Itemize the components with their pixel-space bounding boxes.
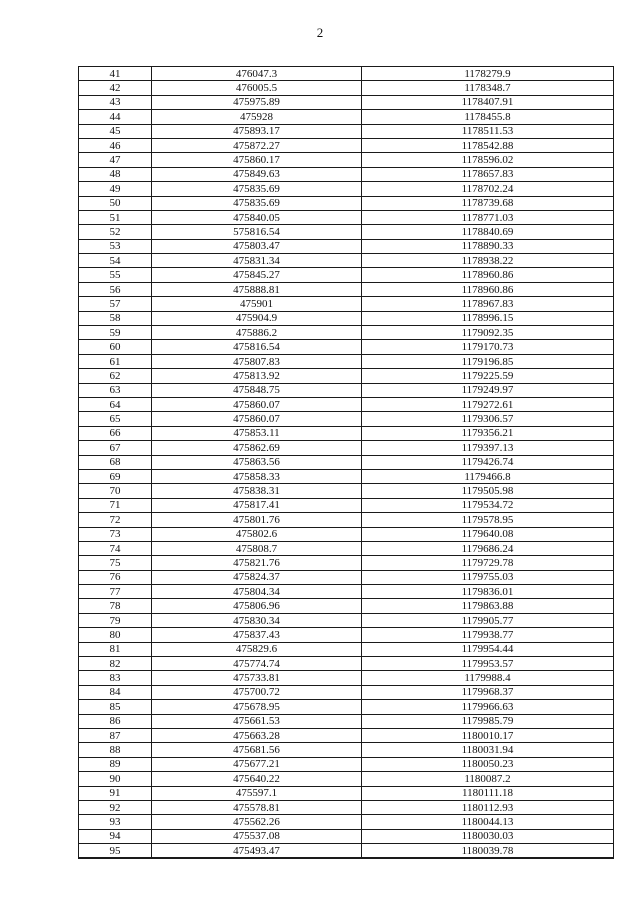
x-coordinate-cell: 475840.05 bbox=[152, 210, 362, 224]
point-number-cell: 92 bbox=[79, 800, 152, 814]
point-number-cell: 89 bbox=[79, 757, 152, 771]
x-coordinate-cell: 475838.31 bbox=[152, 484, 362, 498]
point-number-cell: 75 bbox=[79, 556, 152, 570]
x-coordinate-cell: 475804.34 bbox=[152, 585, 362, 599]
point-number-cell: 51 bbox=[79, 210, 152, 224]
y-coordinate-cell: 1180010.17 bbox=[362, 728, 614, 742]
table-row bbox=[79, 484, 614, 498]
y-coordinate-cell: 1180031.94 bbox=[362, 743, 614, 757]
y-coordinate-cell: 1180050.23 bbox=[362, 757, 614, 771]
x-coordinate-cell: 575816.54 bbox=[152, 225, 362, 239]
x-coordinate-cell: 475860.17 bbox=[152, 153, 362, 167]
table-row bbox=[79, 700, 614, 714]
point-number-cell: 41 bbox=[79, 67, 152, 81]
table-row bbox=[79, 153, 614, 167]
table-row bbox=[79, 282, 614, 296]
x-coordinate-cell: 475886.2 bbox=[152, 326, 362, 340]
y-coordinate-cell: 1178596.02 bbox=[362, 153, 614, 167]
table-row bbox=[79, 513, 614, 527]
point-number-cell: 91 bbox=[79, 786, 152, 800]
x-coordinate-cell: 475774.74 bbox=[152, 657, 362, 671]
x-coordinate-cell: 475848.75 bbox=[152, 383, 362, 397]
table-row bbox=[79, 585, 614, 599]
x-coordinate-cell: 476047.3 bbox=[152, 67, 362, 81]
x-coordinate-cell: 475801.76 bbox=[152, 513, 362, 527]
table-row bbox=[79, 297, 614, 311]
y-coordinate-cell: 1180039.78 bbox=[362, 844, 614, 859]
point-number-cell: 88 bbox=[79, 743, 152, 757]
table-row bbox=[79, 714, 614, 728]
x-coordinate-cell: 475862.69 bbox=[152, 441, 362, 455]
point-number-cell: 53 bbox=[79, 239, 152, 253]
point-number-cell: 42 bbox=[79, 81, 152, 95]
table-row bbox=[79, 326, 614, 340]
point-number-cell: 47 bbox=[79, 153, 152, 167]
x-coordinate-cell: 475888.81 bbox=[152, 282, 362, 296]
x-coordinate-cell: 475537.08 bbox=[152, 829, 362, 843]
point-number-cell: 68 bbox=[79, 455, 152, 469]
point-number-cell: 66 bbox=[79, 426, 152, 440]
x-coordinate-cell: 475661.53 bbox=[152, 714, 362, 728]
x-coordinate-cell: 475802.6 bbox=[152, 527, 362, 541]
table-row bbox=[79, 786, 614, 800]
table-row bbox=[79, 815, 614, 829]
y-coordinate-cell: 1178967.83 bbox=[362, 297, 614, 311]
x-coordinate-cell: 475663.28 bbox=[152, 728, 362, 742]
table-row bbox=[79, 110, 614, 124]
point-number-cell: 65 bbox=[79, 412, 152, 426]
y-coordinate-cell: 1178348.7 bbox=[362, 81, 614, 95]
x-coordinate-cell: 475597.1 bbox=[152, 786, 362, 800]
x-coordinate-cell: 475975.89 bbox=[152, 95, 362, 109]
point-number-cell: 86 bbox=[79, 714, 152, 728]
y-coordinate-cell: 1180030.03 bbox=[362, 829, 614, 843]
point-number-cell: 49 bbox=[79, 182, 152, 196]
table-row bbox=[79, 757, 614, 771]
point-number-cell: 64 bbox=[79, 397, 152, 411]
x-coordinate-cell: 475824.37 bbox=[152, 570, 362, 584]
page-number: 2 bbox=[316, 25, 324, 40]
point-number-cell: 81 bbox=[79, 642, 152, 656]
x-coordinate-cell: 475835.69 bbox=[152, 196, 362, 210]
y-coordinate-cell: 1179466.8 bbox=[362, 469, 614, 483]
point-number-cell: 87 bbox=[79, 728, 152, 742]
point-number-cell: 46 bbox=[79, 138, 152, 152]
y-coordinate-cell: 1178840.69 bbox=[362, 225, 614, 239]
point-number-cell: 95 bbox=[79, 844, 152, 859]
y-coordinate-cell: 1179170.73 bbox=[362, 340, 614, 354]
y-coordinate-cell: 1179534.72 bbox=[362, 498, 614, 512]
point-number-cell: 76 bbox=[79, 570, 152, 584]
x-coordinate-cell: 475858.33 bbox=[152, 469, 362, 483]
table-row bbox=[79, 628, 614, 642]
point-number-cell: 63 bbox=[79, 383, 152, 397]
y-coordinate-cell: 1179196.85 bbox=[362, 354, 614, 368]
x-coordinate-cell: 475860.07 bbox=[152, 397, 362, 411]
point-number-cell: 70 bbox=[79, 484, 152, 498]
table-row bbox=[79, 182, 614, 196]
table-row bbox=[79, 728, 614, 742]
y-coordinate-cell: 1179729.78 bbox=[362, 556, 614, 570]
point-number-cell: 44 bbox=[79, 110, 152, 124]
y-coordinate-cell: 1179938.77 bbox=[362, 628, 614, 642]
x-coordinate-cell: 475562.26 bbox=[152, 815, 362, 829]
y-coordinate-cell: 1179954.44 bbox=[362, 642, 614, 656]
point-number-cell: 84 bbox=[79, 685, 152, 699]
point-number-cell: 58 bbox=[79, 311, 152, 325]
table-row bbox=[79, 369, 614, 383]
table-row bbox=[79, 772, 614, 786]
x-coordinate-cell: 475578.81 bbox=[152, 800, 362, 814]
table-row bbox=[79, 613, 614, 627]
y-coordinate-cell: 1178407.91 bbox=[362, 95, 614, 109]
y-coordinate-cell: 1179397.13 bbox=[362, 441, 614, 455]
x-coordinate-cell: 475813.92 bbox=[152, 369, 362, 383]
y-coordinate-cell: 1179836.01 bbox=[362, 585, 614, 599]
y-coordinate-cell: 1179249.97 bbox=[362, 383, 614, 397]
point-number-cell: 59 bbox=[79, 326, 152, 340]
y-coordinate-cell: 1179905.77 bbox=[362, 613, 614, 627]
x-coordinate-cell: 475700.72 bbox=[152, 685, 362, 699]
x-coordinate-cell: 475807.83 bbox=[152, 354, 362, 368]
y-coordinate-cell: 1178960.86 bbox=[362, 268, 614, 282]
y-coordinate-cell: 1179966.63 bbox=[362, 700, 614, 714]
y-coordinate-cell: 1179988.4 bbox=[362, 671, 614, 685]
point-number-cell: 60 bbox=[79, 340, 152, 354]
y-coordinate-cell: 1178960.86 bbox=[362, 282, 614, 296]
table-row bbox=[79, 426, 614, 440]
y-coordinate-cell: 1180044.13 bbox=[362, 815, 614, 829]
point-number-cell: 74 bbox=[79, 541, 152, 555]
x-coordinate-cell: 475849.63 bbox=[152, 167, 362, 181]
y-coordinate-cell: 1178771.03 bbox=[362, 210, 614, 224]
table-row bbox=[79, 225, 614, 239]
table-row bbox=[79, 556, 614, 570]
x-coordinate-cell: 475803.47 bbox=[152, 239, 362, 253]
table-row bbox=[79, 196, 614, 210]
point-number-cell: 52 bbox=[79, 225, 152, 239]
point-number-cell: 57 bbox=[79, 297, 152, 311]
x-coordinate-cell: 475845.27 bbox=[152, 268, 362, 282]
point-number-cell: 56 bbox=[79, 282, 152, 296]
x-coordinate-cell: 475808.7 bbox=[152, 541, 362, 555]
table-row bbox=[79, 138, 614, 152]
x-coordinate-cell: 475904.9 bbox=[152, 311, 362, 325]
x-coordinate-cell: 475733.81 bbox=[152, 671, 362, 685]
y-coordinate-cell: 1179755.03 bbox=[362, 570, 614, 584]
y-coordinate-cell: 1178996.15 bbox=[362, 311, 614, 325]
table-row bbox=[79, 81, 614, 95]
point-number-cell: 93 bbox=[79, 815, 152, 829]
x-coordinate-cell: 475901 bbox=[152, 297, 362, 311]
point-number-cell: 73 bbox=[79, 527, 152, 541]
table-row bbox=[79, 441, 614, 455]
point-number-cell: 54 bbox=[79, 254, 152, 268]
x-coordinate-cell: 475678.95 bbox=[152, 700, 362, 714]
table-row bbox=[79, 498, 614, 512]
x-coordinate-cell: 475640.22 bbox=[152, 772, 362, 786]
y-coordinate-cell: 1178702.24 bbox=[362, 182, 614, 196]
point-number-cell: 85 bbox=[79, 700, 152, 714]
y-coordinate-cell: 1179092.35 bbox=[362, 326, 614, 340]
point-number-cell: 94 bbox=[79, 829, 152, 843]
point-number-cell: 62 bbox=[79, 369, 152, 383]
point-number-cell: 61 bbox=[79, 354, 152, 368]
point-number-cell: 55 bbox=[79, 268, 152, 282]
table-row bbox=[79, 844, 614, 859]
y-coordinate-cell: 1180111.18 bbox=[362, 786, 614, 800]
y-coordinate-cell: 1179686.24 bbox=[362, 541, 614, 555]
y-coordinate-cell: 1179968.37 bbox=[362, 685, 614, 699]
table-row bbox=[79, 412, 614, 426]
table-row bbox=[79, 254, 614, 268]
y-coordinate-cell: 1179225.59 bbox=[362, 369, 614, 383]
point-number-cell: 50 bbox=[79, 196, 152, 210]
y-coordinate-cell: 1178511.53 bbox=[362, 124, 614, 138]
y-coordinate-cell: 1178542.88 bbox=[362, 138, 614, 152]
y-coordinate-cell: 1179272.61 bbox=[362, 397, 614, 411]
x-coordinate-cell: 475677.21 bbox=[152, 757, 362, 771]
x-coordinate-cell: 475816.54 bbox=[152, 340, 362, 354]
table-row bbox=[79, 570, 614, 584]
x-coordinate-cell: 475835.69 bbox=[152, 182, 362, 196]
point-number-cell: 45 bbox=[79, 124, 152, 138]
table-row bbox=[79, 354, 614, 368]
y-coordinate-cell: 1179578.95 bbox=[362, 513, 614, 527]
point-number-cell: 48 bbox=[79, 167, 152, 181]
x-coordinate-cell: 475893.17 bbox=[152, 124, 362, 138]
point-number-cell: 69 bbox=[79, 469, 152, 483]
point-number-cell: 90 bbox=[79, 772, 152, 786]
table-row bbox=[79, 642, 614, 656]
y-coordinate-cell: 1178938.22 bbox=[362, 254, 614, 268]
table-row bbox=[79, 541, 614, 555]
coordinates-table-body bbox=[79, 67, 614, 859]
x-coordinate-cell: 475853.11 bbox=[152, 426, 362, 440]
point-number-cell: 72 bbox=[79, 513, 152, 527]
x-coordinate-cell: 475928 bbox=[152, 110, 362, 124]
point-number-cell: 79 bbox=[79, 613, 152, 627]
table-row bbox=[79, 800, 614, 814]
point-number-cell: 80 bbox=[79, 628, 152, 642]
table-row bbox=[79, 95, 614, 109]
x-coordinate-cell: 475837.43 bbox=[152, 628, 362, 642]
coordinates-table bbox=[78, 66, 614, 859]
x-coordinate-cell: 475830.34 bbox=[152, 613, 362, 627]
x-coordinate-cell: 476005.5 bbox=[152, 81, 362, 95]
y-coordinate-cell: 1179426.74 bbox=[362, 455, 614, 469]
table-row bbox=[79, 210, 614, 224]
x-coordinate-cell: 475681.56 bbox=[152, 743, 362, 757]
table-row bbox=[79, 743, 614, 757]
point-number-cell: 82 bbox=[79, 657, 152, 671]
table-row bbox=[79, 124, 614, 138]
point-number-cell: 71 bbox=[79, 498, 152, 512]
point-number-cell: 83 bbox=[79, 671, 152, 685]
y-coordinate-cell: 1178279.9 bbox=[362, 67, 614, 81]
y-coordinate-cell: 1178455.8 bbox=[362, 110, 614, 124]
x-coordinate-cell: 475863.56 bbox=[152, 455, 362, 469]
table-row bbox=[79, 455, 614, 469]
y-coordinate-cell: 1179356.21 bbox=[362, 426, 614, 440]
y-coordinate-cell: 1180112.93 bbox=[362, 800, 614, 814]
table-row bbox=[79, 383, 614, 397]
y-coordinate-cell: 1178657.83 bbox=[362, 167, 614, 181]
point-number-cell: 78 bbox=[79, 599, 152, 613]
y-coordinate-cell: 1179640.08 bbox=[362, 527, 614, 541]
table-row bbox=[79, 167, 614, 181]
x-coordinate-cell: 475821.76 bbox=[152, 556, 362, 570]
table-row bbox=[79, 829, 614, 843]
point-number-cell: 43 bbox=[79, 95, 152, 109]
table-row bbox=[79, 397, 614, 411]
table-row bbox=[79, 657, 614, 671]
table-row bbox=[79, 671, 614, 685]
y-coordinate-cell: 1179953.57 bbox=[362, 657, 614, 671]
point-number-cell: 67 bbox=[79, 441, 152, 455]
table-row bbox=[79, 527, 614, 541]
point-number-cell: 77 bbox=[79, 585, 152, 599]
x-coordinate-cell: 475829.6 bbox=[152, 642, 362, 656]
y-coordinate-cell: 1179985.79 bbox=[362, 714, 614, 728]
y-coordinate-cell: 1180087.2 bbox=[362, 772, 614, 786]
x-coordinate-cell: 475860.07 bbox=[152, 412, 362, 426]
y-coordinate-cell: 1178739.68 bbox=[362, 196, 614, 210]
table-row bbox=[79, 67, 614, 81]
y-coordinate-cell: 1178890.33 bbox=[362, 239, 614, 253]
y-coordinate-cell: 1179306.57 bbox=[362, 412, 614, 426]
table-row bbox=[79, 239, 614, 253]
table-row bbox=[79, 311, 614, 325]
x-coordinate-cell: 475493.47 bbox=[152, 844, 362, 859]
table-row bbox=[79, 685, 614, 699]
y-coordinate-cell: 1179505.98 bbox=[362, 484, 614, 498]
table-row bbox=[79, 469, 614, 483]
x-coordinate-cell: 475831.34 bbox=[152, 254, 362, 268]
table-row bbox=[79, 599, 614, 613]
x-coordinate-cell: 475872.27 bbox=[152, 138, 362, 152]
x-coordinate-cell: 475817.41 bbox=[152, 498, 362, 512]
table-row bbox=[79, 340, 614, 354]
table-row bbox=[79, 268, 614, 282]
x-coordinate-cell: 475806.96 bbox=[152, 599, 362, 613]
y-coordinate-cell: 1179863.88 bbox=[362, 599, 614, 613]
